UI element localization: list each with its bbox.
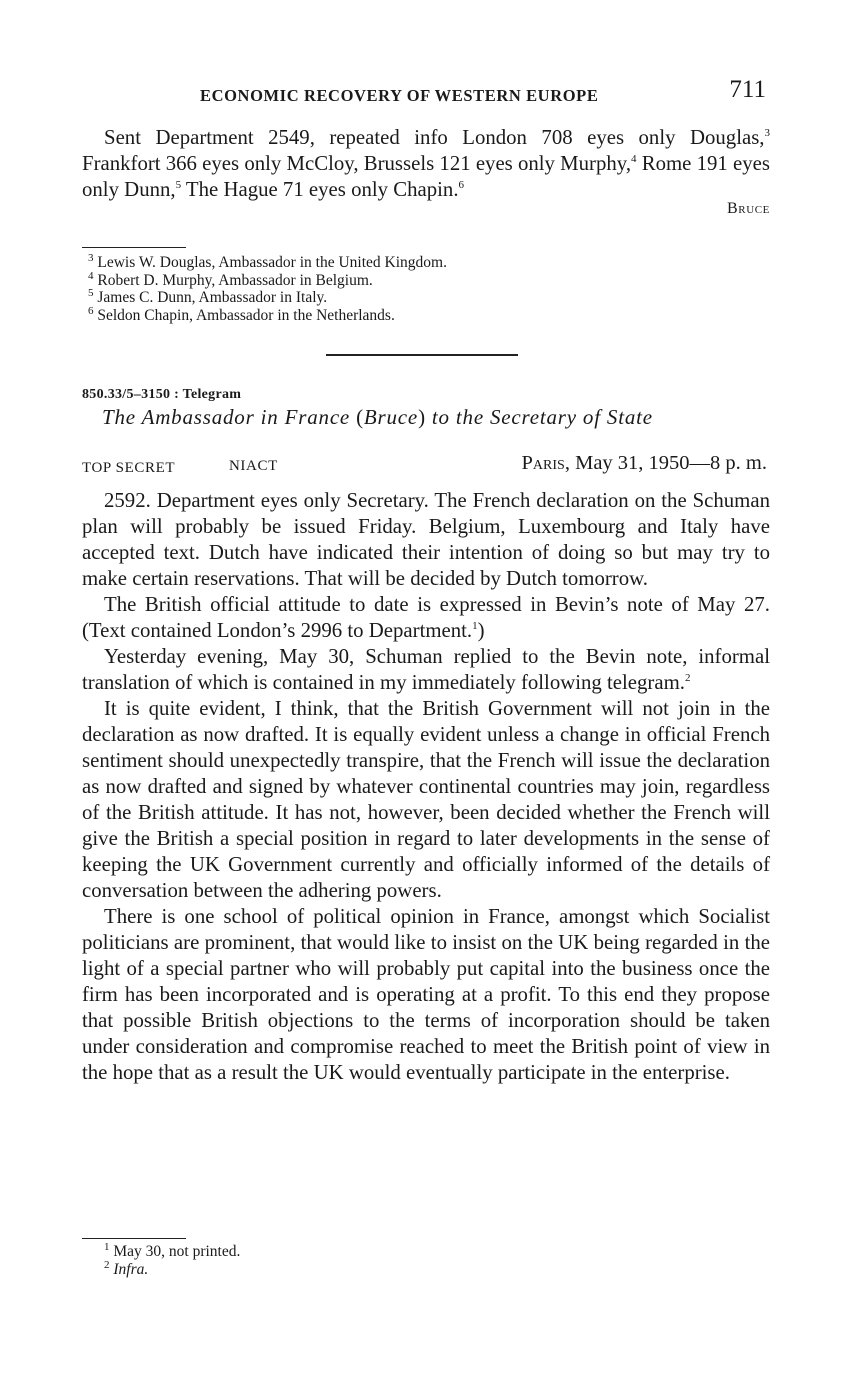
document-title: The Ambassador in France (Bruce) to the Secretary of State [102,405,653,429]
footnote-ref: 4 [631,153,637,166]
footnote-ref: 3 [764,127,770,140]
footnote-4: $^4$ Robert D. Murphy, Ambassador in Belgium. [88,269,373,289]
footnote-ref: 6 [458,179,465,192]
footnote-ref: 5 [175,179,182,192]
place-date: Paris, May 31, 1950—8 p. m. [521,452,767,474]
footnote-2: $^2$ Infra. [104,1258,149,1278]
previous-document [82,125,770,219]
footnote-3: $^3$ Lewis W. Douglas, Ambassador in the United Kingdom. [88,251,447,271]
footnote-rule [82,1238,186,1239]
running-head [82,76,770,112]
file-number: 850.33/5–3150 : Telegram [82,387,242,402]
section-separator [82,354,770,356]
signature: Bruce [726,200,770,217]
classification: TOP SECRET [82,460,176,476]
telegram-body [82,488,770,1086]
footnote-list [88,251,770,324]
paragraph-5: There is one school of political opinion in France, amongst which Socialist politicians are prominent, that would like to insist on the UK being regarded in the light of a special partner who will probably put capital into the business once the firm has been incorporated and is operating at a profit. To this end they propose that possible British objections to the terms of incorporation should be taken under consideration and compromise reached to meet the British point of view in the hope that as a result the UK would eventually participate in the enterprise. [82,905,770,1084]
footnote-ref: 2 [684,672,691,685]
footnote-5: $^5$ James C. Dunn, Ambassador in Italy. [88,286,328,306]
paragraph-1: 2592. Department eyes only Secretary. The French declaration on the Schuman plan will probably be issued Friday. Belgium, Luxembourg and Italy have accepted text. Dutch have indicated their intention of doing so but may try to make certain reservations. That will be decided by Dutch tomorrow. [82,489,770,590]
telegram-header [82,452,770,478]
closing-paragraph: Sent Department 2549, repeated info London 708 eyes only Douglas,$^3$ Frankfort 366 eyes only McCloy, Brussels 121 eyes only Murphy,$^4$ Rome 191 eyes only Dunn,$^5$ The Hague 71 eyes only Chapin.$^6$ [82,126,770,201]
footnote-rule [82,247,186,248]
paragraph-2: The British official attitude to date is expressed in Bevin’s note of May 27. (Text contained London’s 2996 to Department.$^1$) [82,593,770,642]
running-title: ECONOMIC RECOVERY OF WESTERN EUROPE [200,86,599,105]
paragraph-4: It is quite evident, I think, that the British Government will not join in the declaration as now drafted. It is equally evident unless a change in official French sentiment should unexpectedly transpire, that the French will issue the declaration as now drafted and signed by whatever continental countries may join, regardless of the British attitude. It has not, however, been decided whether the French will give the British a special position in regard to later developments in the sense of keeping the UK Government currently and officially informed of the details of conversation between the adhering powers. [82,697,770,902]
document-footnotes [82,1238,770,1278]
footnote-1: $^1$ May 30, not printed. [104,1240,241,1260]
paragraph-3: Yesterday evening, May 30, Schuman replied to the Bevin note, informal translation of which is contained in my immediately following telegram.$^2$ [82,645,770,694]
center-rule [326,354,518,356]
document-page [82,0,770,1380]
footnote-6: $^6$ Seldon Chapin, Ambassador in the Netherlands. [88,304,395,324]
previous-footnotes [82,247,770,324]
footnote-list [104,1240,770,1278]
precedence: NIACT [229,458,278,474]
page-number: 711 [729,76,766,103]
footnote-ref: 1 [472,620,478,633]
